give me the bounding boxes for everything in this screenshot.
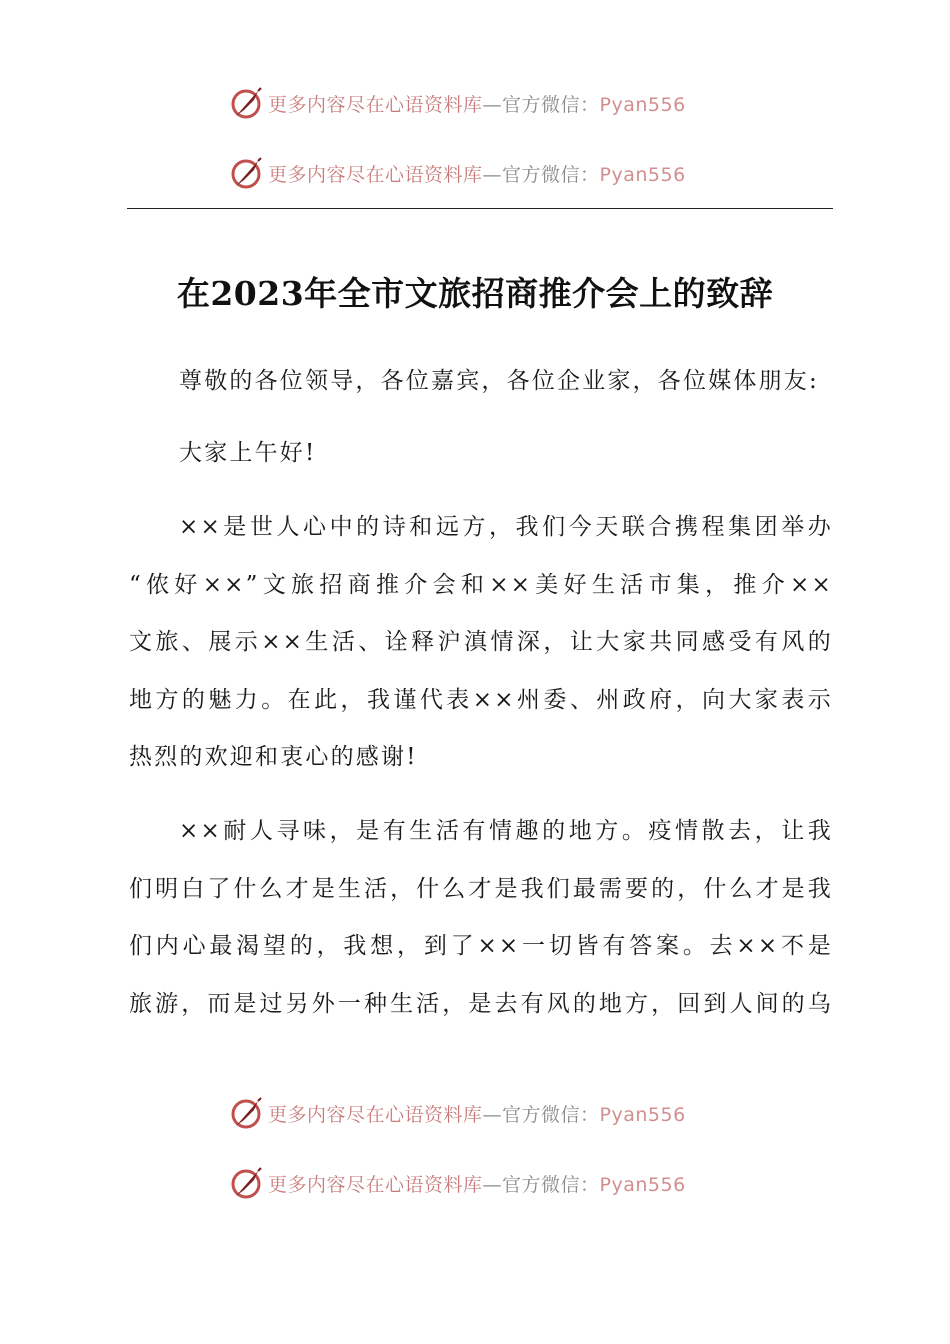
quill-logo-icon bbox=[230, 86, 264, 120]
banner-contact-label: 官方微信： bbox=[502, 163, 600, 186]
paragraph-line: 旅游，而是过另外一种生活，是去有风的地方，回到人间的乌 bbox=[129, 990, 833, 1017]
watermark-banner-top-1 bbox=[230, 85, 686, 121]
banner-main-text: 更多内容尽在心语资料库 bbox=[268, 163, 483, 186]
paragraph-line: ××耐人寻味，是有生活有情趣的地方。疫情散去，让我 bbox=[179, 818, 833, 844]
banner-contact-label: 官方微信： bbox=[502, 1173, 600, 1196]
watermark-banner-bottom-2 bbox=[230, 1165, 686, 1201]
watermark-banner-bottom-1 bbox=[230, 1095, 686, 1131]
salutation-line: 尊敬的各位领导，各位嘉宾，各位企业家，各位媒体朋友: bbox=[179, 368, 819, 394]
document-title: 在2023年全市文旅招商推介会上的致辞 bbox=[176, 274, 774, 313]
quill-logo-icon bbox=[230, 156, 264, 190]
paragraph-line: 热烈的欢迎和衷心的感谢! bbox=[129, 744, 418, 770]
banner-contact-id: Pyan556 bbox=[599, 1103, 686, 1126]
banner-contact-label: 官方微信： bbox=[502, 93, 600, 116]
greeting-paragraph bbox=[129, 425, 833, 483]
banner-contact-id: Pyan556 bbox=[599, 93, 686, 116]
watermark-banner-top-2 bbox=[230, 155, 686, 191]
banner-separator: — bbox=[482, 163, 503, 186]
banner-main-text: 更多内容尽在心语资料库 bbox=[268, 1103, 483, 1126]
banner-contact-id: Pyan556 bbox=[599, 1173, 686, 1196]
paragraph-line: 地方的魅力。在此，我谨代表××州委、州政府，向大家表示 bbox=[129, 686, 833, 713]
header-divider bbox=[127, 208, 833, 209]
quill-logo-icon bbox=[230, 1166, 264, 1200]
paragraph-line: 们内心最渴望的，我想，到了××一切皆有答案。去××不是 bbox=[129, 933, 833, 959]
paragraph-line: ××是世人心中的诗和远方，我们今天联合携程集团举办 bbox=[179, 514, 833, 540]
paragraph-line: 文旅、展示××生活、诠释沪滇情深，让大家共同感受有风的 bbox=[129, 629, 833, 655]
quill-logo-icon bbox=[230, 1096, 264, 1130]
banner-contact-id: Pyan556 bbox=[599, 163, 686, 186]
banner-separator: — bbox=[482, 1103, 503, 1126]
body-paragraph-1 bbox=[129, 499, 833, 787]
banner-separator: — bbox=[482, 93, 503, 116]
salutation-paragraph bbox=[129, 353, 833, 411]
banner-main-text: 更多内容尽在心语资料库 bbox=[268, 93, 483, 116]
greeting-line: 大家上午好! bbox=[179, 440, 317, 466]
banner-contact-label: 官方微信： bbox=[502, 1103, 600, 1126]
paragraph-line: “侬好××”文旅招商推介会和××美好生活市集，推介×× bbox=[129, 571, 833, 598]
paragraph-line: 们明白了什么才是生活，什么才是我们最需要的，什么才是我 bbox=[129, 875, 833, 902]
banner-separator: — bbox=[482, 1173, 503, 1196]
banner-main-text: 更多内容尽在心语资料库 bbox=[268, 1173, 483, 1196]
body-paragraph-2 bbox=[129, 803, 833, 1033]
